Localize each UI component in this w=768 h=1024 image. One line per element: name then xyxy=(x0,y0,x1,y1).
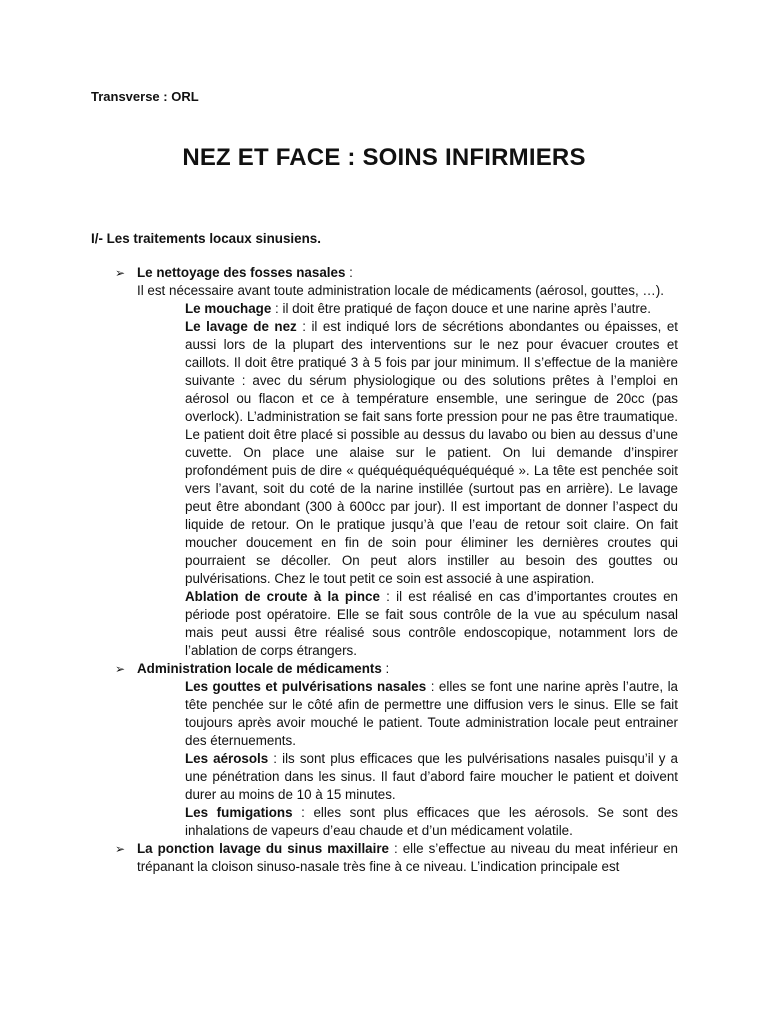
section-heading: I/- Les traitements locaux sinusiens. xyxy=(91,231,321,246)
bullet-item xyxy=(115,840,678,876)
bullet-heading: Administration locale de médicaments xyxy=(137,661,382,676)
sub-paragraph xyxy=(185,804,678,840)
bullet-separator: : xyxy=(345,265,353,280)
sub-text: : ils sont plus efficaces que les pulvérisations nasales puisqu’il y a une pénétration dans les sinus. Il faut d’abord faire moucher le patient et doivent durer au moins de 10 à 15 minutes. xyxy=(185,751,678,802)
bullet-heading: La ponction lavage du sinus maxillaire xyxy=(137,841,389,856)
sub-text: : il est indiqué lors de sécrétions abondantes ou épaisses, et aussi lors de la plupart des interventions sur le nez pour évacuer croutes et caillots. Il doit être pratiqué 3 à 5 fois par jour minimum. Il s’effectue de la manière suivante : avec du sérum physiologique ou des solutions prêtes à l’emploi en aérosol ou flacon et ce à température ensemble, une seringue de 20cc (pas overlock). L’administration se fait sans forte pression pour ne pas être traumatique. Le patient doit être placé si possible au dessus du lavabo ou bien au dessus d’une cuvette. On place une alaise sur le patient. On lui demande d’inspirer profondément puis de dire « quéquéquéquéquéquéqué ». La tête est penchée soit vers l’avant, soit du coté de la narine instillée (surtout pas en arrière). Le lavage peut être abondant (300 à 600cc par jour). Il est important de donner l’aspect du liquide de retour. On le pratique jusqu’à que l’eau de retour soit claire. On fait moucher doucement en fin de soin pour éliminer les dernières croutes qui pourraient se décoller. On peut alors instiller au besoin des gouttes ou pulvérisations. Chez le tout petit ce soin est associé à une aspiration. xyxy=(185,319,678,586)
bullet-heading: Le nettoyage des fosses nasales xyxy=(137,265,346,280)
arrow-bullet-icon: ➢ xyxy=(115,266,126,280)
sub-paragraph xyxy=(185,300,678,318)
bullet-separator: : xyxy=(381,661,390,676)
sub-paragraph xyxy=(185,678,678,750)
sub-paragraph xyxy=(185,750,678,804)
document-content xyxy=(0,264,768,876)
bullet-inline-text: elle s’effectue au niveau du meat inférieur en trépanant la cloison sinuso-nasale très fine à ce niveau. L’indication principale est xyxy=(137,841,678,874)
sub-text: : il doit être pratiqué de façon douce et une narine après l’autre. xyxy=(271,301,651,316)
bullet-paragraph: Il est nécessaire avant toute administration locale de médicaments (aérosol, gouttes, …). xyxy=(137,283,664,298)
sub-text: : il est réalisé en cas d’importantes croutes en période post opératoire. Elle se fait sous contrôle de la vue au spéculum nasal mais peut aussi être réalisé sous contrôle endoscopique, notamment lors de l’ablation de corps étrangers. xyxy=(185,589,678,658)
sub-paragraph xyxy=(185,318,678,588)
sub-label: Le mouchage xyxy=(185,301,272,316)
bullet-item xyxy=(115,264,678,300)
bullet-line xyxy=(137,660,678,678)
page-title: NEZ ET FACE : SOINS INFIRMIERS xyxy=(182,144,586,171)
sub-label: Les aérosols xyxy=(185,751,269,766)
sub-label: Ablation de croute à la pince xyxy=(185,589,380,604)
document-header: Transverse : ORL xyxy=(91,89,199,104)
bullet-separator: : xyxy=(389,841,403,856)
bullet-item xyxy=(115,660,678,678)
sub-label: Les fumigations xyxy=(185,805,293,820)
bullet-line xyxy=(137,840,678,876)
sub-text: : elles sont plus efficaces que les aérosols. Se sont des inhalations de vapeurs d’eau chaude et d’un médicament volatile. xyxy=(185,805,678,838)
sub-text: : elles se font une narine après l’autre, la tête penchée sur le côté afin de permettre une diffusion vers le sinus. Elle se fait toujours après avoir mouché le patient. Toute administration locale peut entrainer des éternuements. xyxy=(185,679,678,748)
arrow-bullet-icon: ➢ xyxy=(115,662,126,676)
bullet-line xyxy=(137,264,678,282)
sub-label: Les gouttes et pulvérisations nasales xyxy=(185,679,427,694)
sub-paragraph xyxy=(185,588,678,660)
arrow-bullet-icon: ➢ xyxy=(115,842,126,856)
sub-label: Le lavage de nez xyxy=(185,319,297,334)
